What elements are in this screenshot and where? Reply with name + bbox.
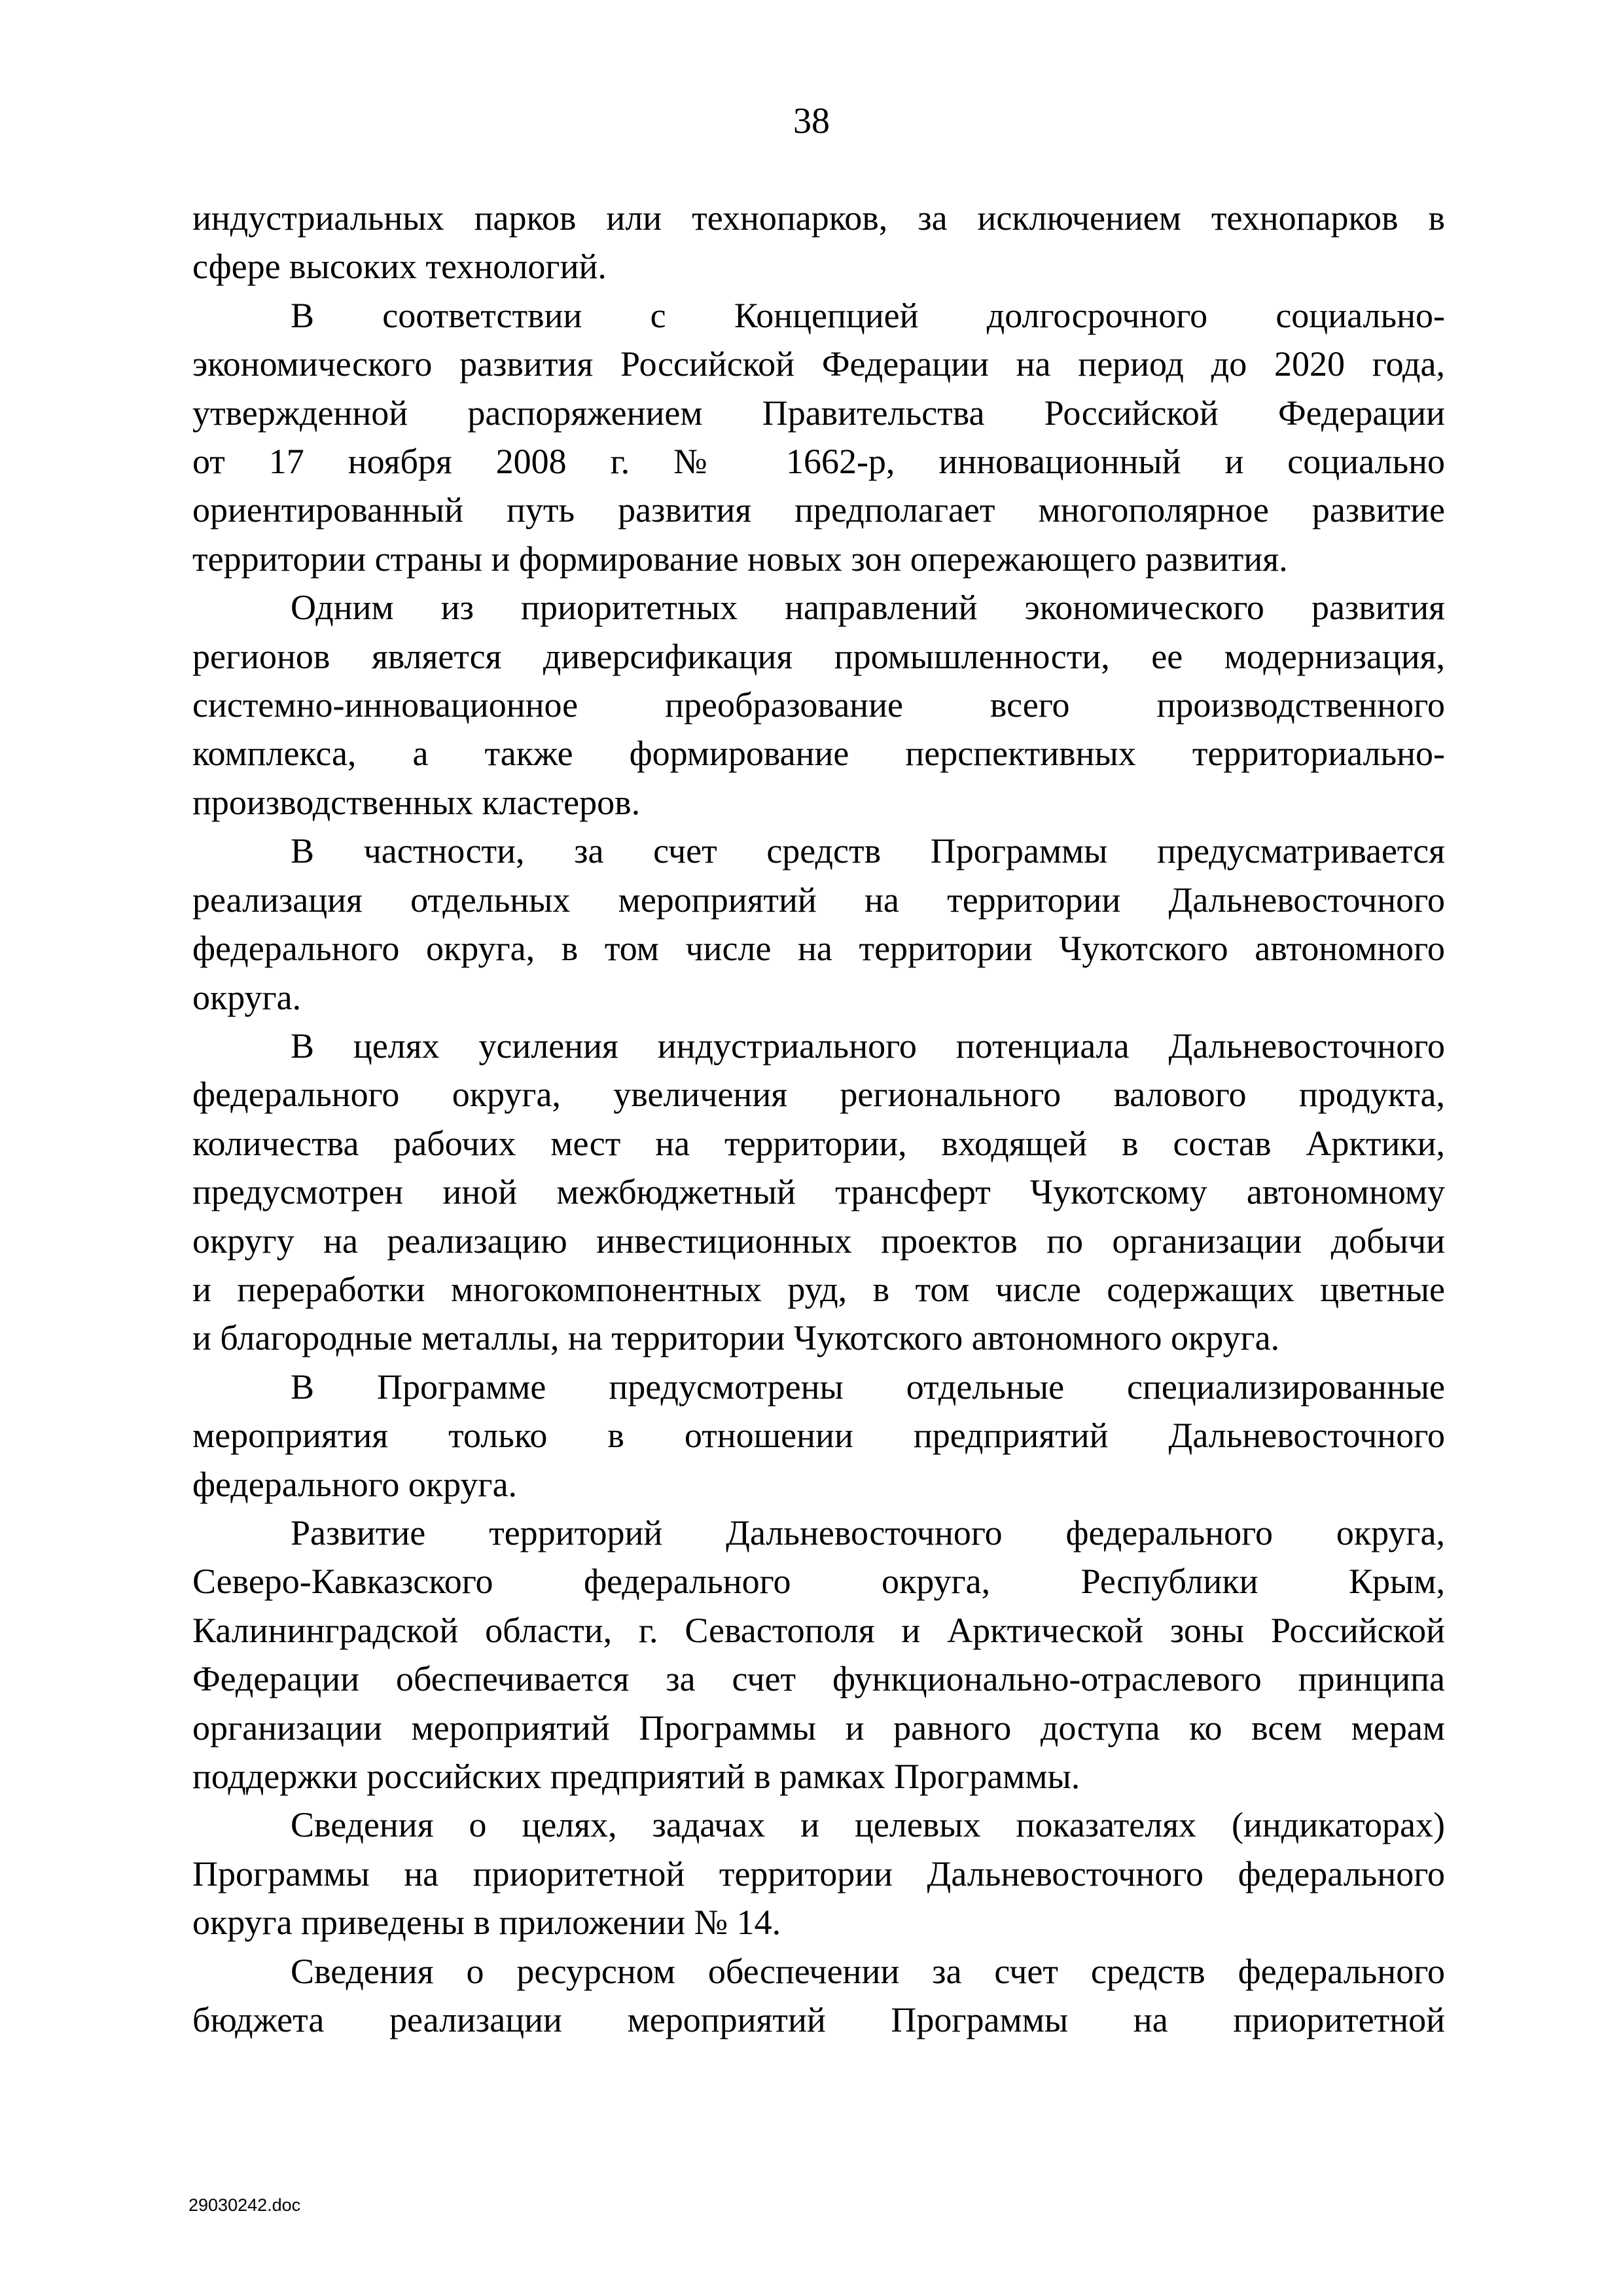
document-body xyxy=(192,194,1445,2044)
paragraph xyxy=(192,1801,1445,1946)
text-line: округа приведены в приложении № 14. xyxy=(192,1903,781,1943)
paragraph xyxy=(192,827,1445,1022)
text-line: округу на реализацию инвестиционных проектов по организации добычи xyxy=(192,1221,1445,1261)
paragraph xyxy=(192,1509,1445,1801)
paragraph xyxy=(192,1363,1445,1509)
text-line: В Программе предусмотрены отдельные специализированные xyxy=(291,1367,1445,1407)
text-line: от 17 ноября 2008 г. № 1662-р, инновационный и социально xyxy=(192,442,1445,482)
text-line: мероприятия только в отношении предприятий Дальневосточного xyxy=(192,1416,1445,1456)
text-line: округа. xyxy=(192,977,302,1017)
paragraph xyxy=(192,194,1445,291)
text-line: утвержденной распоряжением Правительства Российской Федерации xyxy=(192,393,1445,433)
text-line: территории страны и формирование новых зон опережающего развития. xyxy=(192,539,1288,579)
text-line: Программы на приоритетной территории Дальневосточного федерального xyxy=(192,1854,1445,1893)
text-line: реализация отдельных мероприятий на территории Дальневосточного xyxy=(192,880,1445,920)
text-line: количества рабочих мест на территории, входящей в состав Арктики, xyxy=(192,1123,1445,1163)
text-line: и благородные металлы, на территории Чукотского автономного округа. xyxy=(192,1318,1280,1358)
text-line: Сведения о ресурсном обеспечении за счет средств федерального xyxy=(291,1951,1445,1991)
text-line: и переработки многокомпонентных руд, в том числе содержащих цветные xyxy=(192,1269,1445,1309)
text-line: Северо-Кавказского федерального округа, Республики Крым, xyxy=(192,1562,1445,1602)
text-line: федерального округа, увеличения регионального валового продукта, xyxy=(192,1075,1445,1115)
text-line: ориентированный путь развития предполагает многополярное развитие xyxy=(192,490,1445,530)
text-line: В частности, за счет средств Программы предусматривается xyxy=(291,831,1445,871)
text-line: комплекса, а также формирование перспективных территориально- xyxy=(192,734,1445,774)
paragraph xyxy=(192,291,1445,583)
text-line: В соответствии с Концепцией долгосрочного социально- xyxy=(291,295,1445,335)
text-line: экономического развития Российской Федерации на период до 2020 года, xyxy=(192,344,1445,384)
text-line: индустриальных парков или технопарков, за исключением технопарков в xyxy=(192,198,1445,238)
text-line: организации мероприятий Программы и равного доступа ко всем мерам xyxy=(192,1708,1445,1748)
paragraph xyxy=(192,1947,1445,2045)
text-line: В целях усиления индустриального потенциала Дальневосточного xyxy=(291,1026,1445,1066)
paragraph xyxy=(192,583,1445,827)
text-line: сфере высоких технологий. xyxy=(192,247,607,287)
paragraph xyxy=(192,1022,1445,1363)
text-line: федерального округа, в том числе на территории Чукотского автономного xyxy=(192,929,1445,969)
text-line: Федерации обеспечивается за счет функционально-отраслевого принципа xyxy=(192,1659,1445,1699)
page-number: 38 xyxy=(793,101,830,141)
text-line: бюджета реализации мероприятий Программы на приоритетной xyxy=(192,2000,1445,2040)
text-line: Сведения о целях, задачах и целевых показателях (индикаторах) xyxy=(291,1805,1445,1845)
text-line: Калининградской области, г. Севастополя и Арктической зоны Российской xyxy=(192,1610,1445,1650)
text-line: системно-инновационное преобразование всего производственного xyxy=(192,685,1445,725)
text-line: Развитие территорий Дальневосточного федерального округа, xyxy=(291,1513,1445,1552)
text-line: Одним из приоритетных направлений экономического развития xyxy=(291,588,1445,628)
text-line: поддержки российских предприятий в рамках Программы. xyxy=(192,1757,1080,1796)
text-line: предусмотрен иной межбюджетный трансферт Чукотскому автономному xyxy=(192,1172,1445,1212)
text-line: федерального округа. xyxy=(192,1464,518,1504)
text-line: регионов является диверсификация промышленности, ее модернизация, xyxy=(192,636,1445,676)
text-line: производственных кластеров. xyxy=(192,782,641,822)
footer-filename: 29030242.doc xyxy=(188,2195,301,2215)
